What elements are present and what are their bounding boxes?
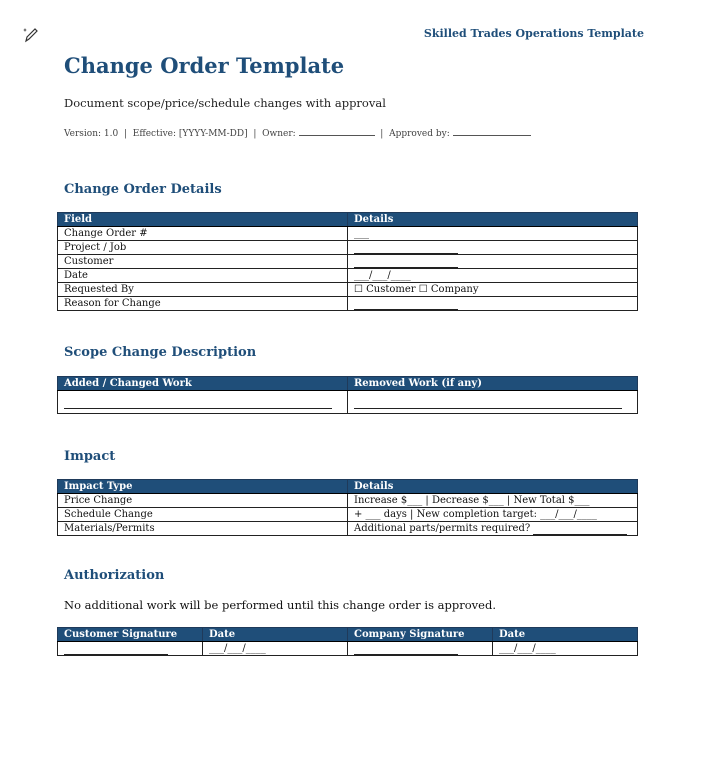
field-value[interactable]	[348, 255, 638, 269]
field-label: Date	[58, 269, 348, 283]
impact-details[interactable]: Additional parts/permits required?	[348, 522, 638, 536]
table-row	[58, 297, 638, 311]
field-label: Customer	[58, 255, 348, 269]
section-heading-scope: Scope Change Description	[64, 345, 257, 360]
field-label: Requested By	[58, 283, 348, 297]
field-label: Change Order #	[58, 227, 348, 241]
owner-blank[interactable]	[299, 126, 375, 136]
table-row	[58, 227, 638, 241]
table-row	[58, 508, 638, 522]
impact-type: Schedule Change	[58, 508, 348, 522]
field-label: Project / Job	[58, 241, 348, 255]
table-row	[58, 255, 638, 269]
impact-type: Materials/Permits	[58, 522, 348, 536]
impact-details[interactable]: Increase $___ | Decrease $___ | New Total $___	[348, 494, 638, 508]
pen-sparkle-icon[interactable]	[22, 26, 40, 44]
field-value[interactable]	[348, 297, 638, 311]
field-value[interactable]	[348, 241, 638, 255]
added-work-field[interactable]	[58, 391, 348, 414]
col-header-added: Added / Changed Work	[58, 377, 348, 391]
company-signature-field[interactable]	[348, 642, 493, 656]
field-label: Reason for Change	[58, 297, 348, 311]
table-row	[58, 241, 638, 255]
col-header-company-signature: Company Signature	[348, 628, 493, 642]
col-header-impact-type: Impact Type	[58, 480, 348, 494]
impact-details[interactable]: + ___ days | New completion target: ___/___/____	[348, 508, 638, 522]
field-value[interactable]: ___	[348, 227, 638, 241]
customer-signature-field[interactable]	[58, 642, 203, 656]
col-header-date: Date	[203, 628, 348, 642]
section-heading-authorization: Authorization	[64, 568, 165, 583]
col-header-date: Date	[493, 628, 638, 642]
company-date-field[interactable]: ___/___/____	[493, 642, 638, 656]
col-header-customer-signature: Customer Signature	[58, 628, 203, 642]
meta-approved-label: Approved by:	[389, 129, 450, 139]
customer-date-field[interactable]: ___/___/____	[203, 642, 348, 656]
table-row	[58, 391, 638, 414]
meta-effective: Effective: [YYYY-MM-DD]	[132, 129, 248, 139]
col-header-removed: Removed Work (if any)	[348, 377, 638, 391]
section-heading-impact: Impact	[64, 449, 116, 464]
col-header-details: Details	[348, 213, 638, 227]
authorization-note: No additional work will be performed until this change order is approved.	[64, 598, 496, 612]
section-heading-details: Change Order Details	[64, 182, 222, 197]
table-row	[58, 269, 638, 283]
col-header-field: Field	[58, 213, 348, 227]
impact-type: Price Change	[58, 494, 348, 508]
table-row	[58, 522, 638, 536]
page-subtitle: Document scope/price/schedule changes with approval	[64, 96, 386, 110]
meta-line: Version: 1.0 | Effective: [YYYY-MM-DD] | Owner: | Approved by:	[64, 126, 531, 139]
details-table	[57, 212, 638, 311]
col-header-impact-details: Details	[348, 480, 638, 494]
table-row	[58, 283, 638, 297]
page-title: Change Order Template	[64, 53, 345, 78]
impact-table	[57, 479, 638, 536]
approved-blank[interactable]	[453, 126, 531, 136]
table-row	[58, 494, 638, 508]
scope-table	[57, 376, 638, 414]
field-value[interactable]: ☐ Customer ☐ Company	[348, 283, 638, 297]
meta-version: Version: 1.0	[64, 129, 119, 139]
removed-work-field[interactable]	[348, 391, 638, 414]
template-label: Skilled Trades Operations Template	[423, 27, 644, 40]
field-value[interactable]: ___/___/____	[348, 269, 638, 283]
meta-owner-label: Owner:	[262, 129, 296, 139]
table-row	[58, 642, 638, 656]
authorization-table	[57, 627, 638, 656]
